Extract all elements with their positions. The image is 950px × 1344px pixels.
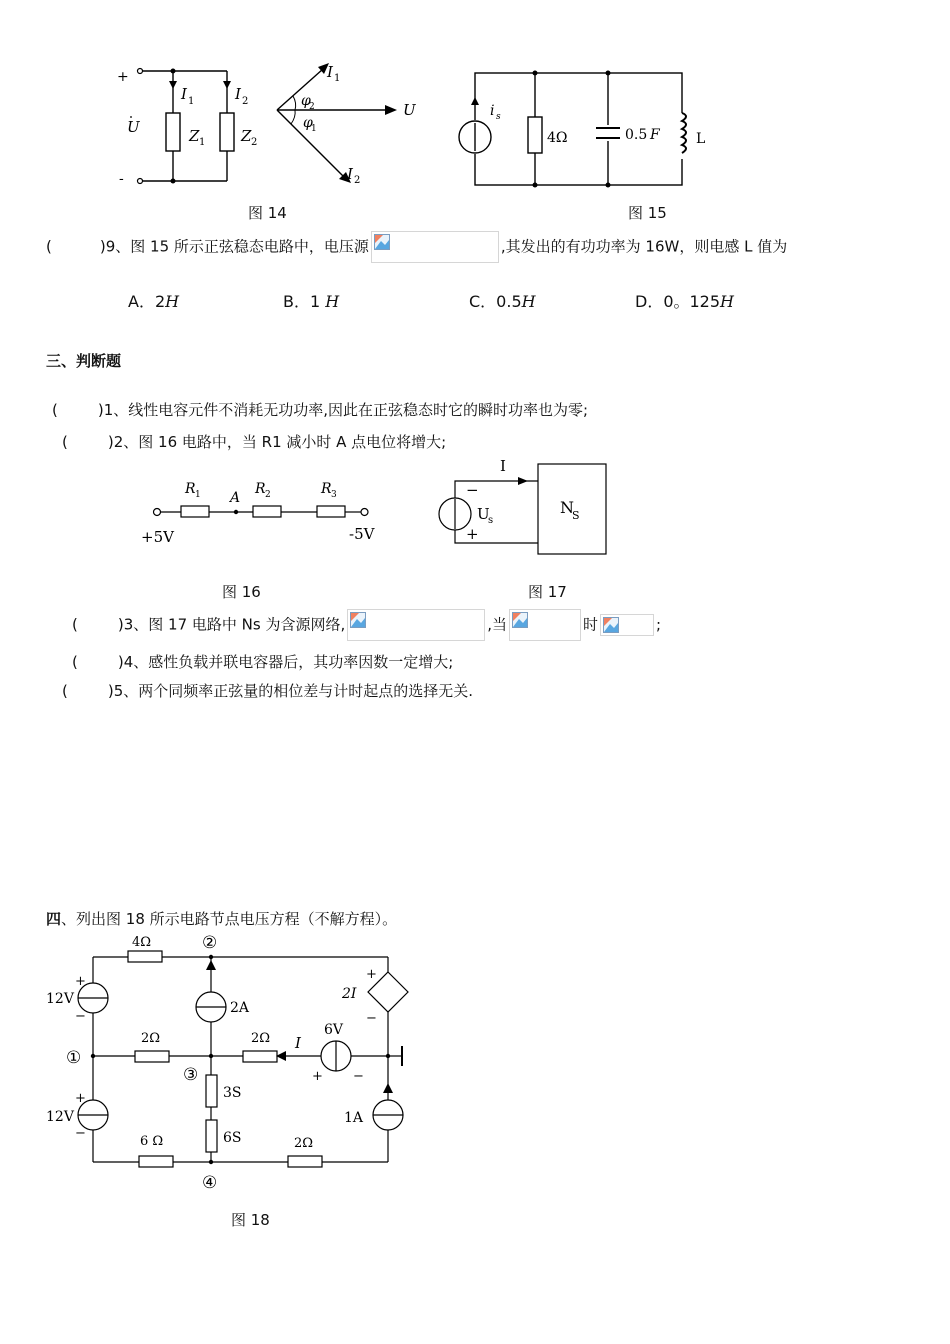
fig17-us-sub: s xyxy=(488,515,494,526)
fig16-r1-sub: 1 xyxy=(195,490,201,500)
fig14-i2-label: I xyxy=(235,85,241,103)
fig14-i1-vector: I xyxy=(327,63,333,81)
fig18-g-3s: 3S xyxy=(223,1085,242,1101)
fig14-plus: + xyxy=(117,69,129,85)
fig18-src-2a: 2A xyxy=(230,1000,250,1016)
fig15-l-label: L xyxy=(696,131,706,147)
section-4-title: 四、列出图 18 所示电路节点电压方程（不解方程）。 xyxy=(46,910,398,928)
fig18-v6: 6V xyxy=(324,1022,344,1038)
fig15-r-label: 4Ω xyxy=(547,130,568,146)
fig18-v12-bot-plus: + xyxy=(75,1091,86,1106)
fig14-z1-label: Z xyxy=(189,127,200,145)
fig18-v12-top-minus: − xyxy=(75,1009,86,1024)
fig15-c-unit: F xyxy=(650,127,660,143)
section-3-title: 三、判断题 xyxy=(46,352,122,370)
fig16-r2-sub: 2 xyxy=(265,490,271,500)
q9-option-b[interactable]: B．1 H xyxy=(283,292,340,311)
q9-option-c[interactable]: C．0.5H xyxy=(469,292,536,311)
broken-image-icon xyxy=(374,234,390,250)
q9-formula-image xyxy=(371,231,499,263)
fig14-i1-label: I xyxy=(181,85,187,103)
q9-text-b: ,其发出的有功功率为 16W，则电感 L 值为 xyxy=(500,237,788,256)
judge-item-1: ( )1、线性电容元件不消耗无功功率,因此在正弦稳态时它的瞬时功率也为零; xyxy=(52,401,589,419)
fig16-right-voltage: -5V xyxy=(349,525,375,543)
fig14-i2-sub: 2 xyxy=(242,96,249,107)
fig17-minus: − xyxy=(466,481,479,499)
judge-3-formula-image-1 xyxy=(347,609,485,641)
fig18-r-bot-left: 6 Ω xyxy=(140,1134,164,1149)
fig14-phi1: φ xyxy=(303,115,313,131)
fig14-i1-vector-sub: 1 xyxy=(334,73,341,84)
judge-3-formula-image-2 xyxy=(509,609,581,641)
fig15-is-sub: s xyxy=(496,112,501,122)
fig17-plus: + xyxy=(466,525,479,543)
judge-item-4: ( )4、感性负载并联电容器后，其功率因数一定增大; xyxy=(72,653,454,671)
figure-15-circuit xyxy=(450,65,730,195)
fig14-phi2-sub: 2 xyxy=(309,102,315,112)
fig18-node-1: ① xyxy=(66,1048,82,1068)
fig18-g-6s: 6S xyxy=(223,1130,242,1146)
fig14-z2-label: Z xyxy=(241,127,252,145)
q9-option-a[interactable]: A．2H xyxy=(128,292,180,311)
q9-paren-close: ) xyxy=(99,237,106,256)
fig16-r1: R xyxy=(185,481,196,497)
broken-image-icon xyxy=(512,612,528,628)
fig18-node-3: ③ xyxy=(183,1065,199,1085)
fig16-node-a: A xyxy=(230,490,241,506)
figure-18-caption: 图 18 xyxy=(231,1211,270,1229)
q9-paren-open: ( xyxy=(46,237,52,256)
fig14-z2-sub: 2 xyxy=(251,137,258,148)
fig18-src-1a: 1A xyxy=(344,1110,364,1126)
question-9 xyxy=(46,231,787,263)
judge-3-formula-image-3 xyxy=(600,614,654,636)
fig18-v12-top: 12V xyxy=(46,991,74,1007)
fig18-v12-top-plus: + xyxy=(75,974,86,989)
fig17-i-label: I xyxy=(500,457,506,475)
fig14-u-label: U xyxy=(127,118,140,136)
fig18-current-i: I xyxy=(295,1034,301,1052)
fig15-c-label: 0.5 xyxy=(625,127,648,143)
q9-option-d[interactable]: D．0。125H xyxy=(635,292,734,311)
fig14-i1-sub: 1 xyxy=(188,96,195,107)
broken-image-icon xyxy=(350,612,366,628)
fig17-ns-sub: S xyxy=(572,509,580,522)
judge-item-3: ( )3、图 17 电路中 Ns 为含源网络, ,当 时 ; xyxy=(72,609,661,641)
figure-16-circuit xyxy=(135,472,395,552)
fig14-phi2: φ xyxy=(301,93,311,109)
fig16-r3: R xyxy=(321,481,332,497)
figure-16-caption: 图 16 xyxy=(222,583,261,601)
broken-image-icon xyxy=(603,617,619,633)
fig16-left-voltage: +5V xyxy=(141,528,174,546)
figure-14-circuit xyxy=(105,55,435,195)
fig15-is-label: i xyxy=(490,103,495,119)
fig14-phi1-sub: 1 xyxy=(311,124,317,134)
fig18-v6-plus: + xyxy=(312,1069,323,1084)
fig17-us-label: U xyxy=(477,505,490,523)
figure-17-circuit xyxy=(430,455,620,565)
figure-17-caption: 图 17 xyxy=(528,583,567,601)
fig14-i2-vector: I xyxy=(347,165,353,183)
fig18-dep-plus: + xyxy=(366,967,377,982)
figure-15-caption: 图 15 xyxy=(628,204,667,222)
fig14-minus: - xyxy=(119,171,124,187)
fig16-r2: R xyxy=(255,481,266,497)
judge-item-5: ( )5、两个同频率正弦量的相位差与计时起点的选择无关. xyxy=(62,682,474,700)
fig17-ns-label: N xyxy=(560,498,574,517)
fig18-dep-source: 2I xyxy=(342,986,357,1002)
fig14-u-vector: U xyxy=(403,101,416,119)
fig18-r-4ohm: 4Ω xyxy=(132,935,152,950)
fig14-z1-sub: 1 xyxy=(199,137,206,148)
figure-18-circuit xyxy=(40,930,430,1200)
fig18-v6-minus: − xyxy=(353,1069,364,1084)
fig16-r3-sub: 3 xyxy=(331,490,337,500)
fig18-dep-minus: − xyxy=(366,1011,377,1026)
judge-item-2: ( )2、图 16 电路中，当 R1 减小时 A 点电位将增大; xyxy=(62,433,447,451)
fig18-r-mid-right: 2Ω xyxy=(251,1031,271,1046)
fig14-i2-vector-sub: 2 xyxy=(354,175,361,186)
fig18-r-mid-left: 2Ω xyxy=(141,1031,161,1046)
fig18-node-4: ④ xyxy=(202,1173,218,1193)
fig18-v12-bot: 12V xyxy=(46,1109,74,1125)
fig18-v12-bot-minus: − xyxy=(75,1126,86,1141)
figure-14-caption: 图 14 xyxy=(248,204,287,222)
fig18-r-bot-right: 2Ω xyxy=(294,1136,314,1151)
fig18-node-2: ② xyxy=(202,933,218,953)
q9-text-a: 9、图 15 所示正弦稳态电路中，电压源 xyxy=(105,237,369,256)
